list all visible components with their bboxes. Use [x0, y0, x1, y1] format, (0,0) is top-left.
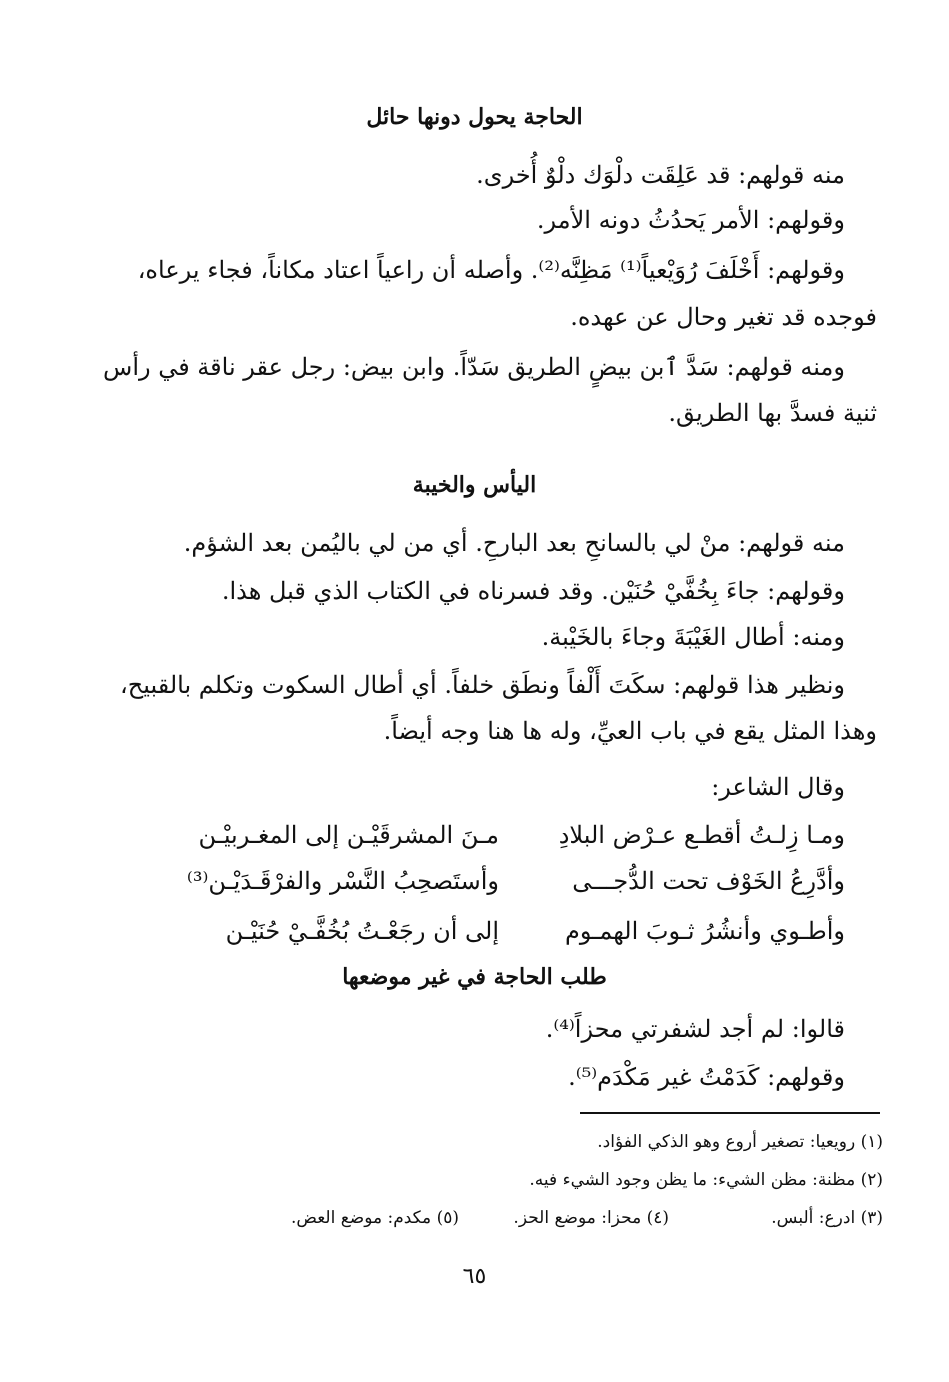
heading-despair-disappointment: اليأس والخيبة — [412, 472, 537, 498]
text-line: فوجده قد تغير وحال عن عهده. — [570, 303, 877, 331]
verse-second-hemistich: مـنَ المشرقَيْـن إلى المغـربيْـن — [198, 821, 499, 849]
verse-first-hemistich: ومـا زِلـتُ أقطـع عـرْض البلادِ — [558, 821, 845, 849]
text-line: وهذا المثل يقع في باب العيِّ، وله ها هنا وجه أيضاً. — [383, 717, 877, 745]
heading-need-misplaced: طلب الحاجة في غير موضعها — [342, 964, 607, 990]
text-line: ونظير هذا قولهم: سكَتَ أَلْفاً ونطَق خلفاً. أي أطال السكوت وتكلم بالقبيح، — [119, 671, 845, 699]
footnote-separator — [580, 1112, 880, 1114]
page-number: ٦٥ — [462, 1264, 487, 1289]
footnote-3: (٣) ادرع: ألبس. — [771, 1208, 883, 1228]
text-line: ومنه قولهم: سَدَّ ٱبن بيضٍ الطريق سَدّاً. وابن بيض: رجل عقر ناقة في رأس — [103, 353, 845, 381]
text-line: وقولهم: كَدَمْتُ غير مَكْدَم⁽⁵⁾. — [568, 1063, 845, 1091]
verse-first-hemistich: وأطـوي وأنشُرُ ثـوبَ الهمـوم — [565, 917, 845, 945]
text-line: ومنه: أطال الغَيْبَةَ وجاءَ بالخَيْبة. — [541, 623, 845, 651]
text-line: وقولهم: جاءَ بِخُفَّيْ حُنَيْن. وقد فسرناه في الكتاب الذي قبل هذا. — [221, 577, 845, 605]
text-line: وقولهم: الأمر يَحدُثُ دونه الأمر. — [536, 206, 845, 234]
text-line: منه قولهم: منْ لي بالسانحِ بعد البارحِ. أي من لي باليُمن بعد الشؤم. — [183, 529, 845, 557]
verse-first-hemistich: وأدَّرِعُ الخَوْف تحت الدُّجـــى — [572, 867, 845, 895]
poet-intro: وقال الشاعر: — [711, 773, 845, 801]
footnote-5: (٥) مكدم: موضع العض. — [290, 1208, 459, 1228]
text-line: ثنية فسدَّ بها الطريق. — [668, 399, 877, 427]
text-line: وقولهم: أَخْلَفَ رُوَيْعياً⁽¹⁾ مَظِنَّه⁽²⁾. وأصله أن راعياً اعتاد مكاناً، فجاء يرعاه، — [137, 256, 845, 284]
heading-need-obstacle: الحاجة يحول دونها حائل — [366, 104, 583, 130]
verse-second-hemistich: إلى أن رجَعْـتُ بُخُفَّـيْ حُنَيْـن — [225, 917, 499, 945]
footnote-2: (٢) مظنة: مظن الشيء: ما يظن وجود الشيء فيه. — [529, 1170, 883, 1190]
footnote-1: (١) رويعيا: تصغير أروع وهو الذكي الفؤاد. — [597, 1132, 883, 1152]
text-line: منه قولهم: قد عَلِقَت دلْوَك دلْوٌ أُخرى. — [476, 161, 845, 189]
footnote-4: (٤) محزا: موضع الحز. — [513, 1208, 669, 1228]
verse-second-hemistich: وأستَصحِبُ النَّسْر والفرْقَـدَيْـن⁽³⁾ — [186, 867, 499, 895]
text-line: قالوا: لم أجد لشفرتي محزاً⁽⁴⁾. — [545, 1015, 845, 1043]
